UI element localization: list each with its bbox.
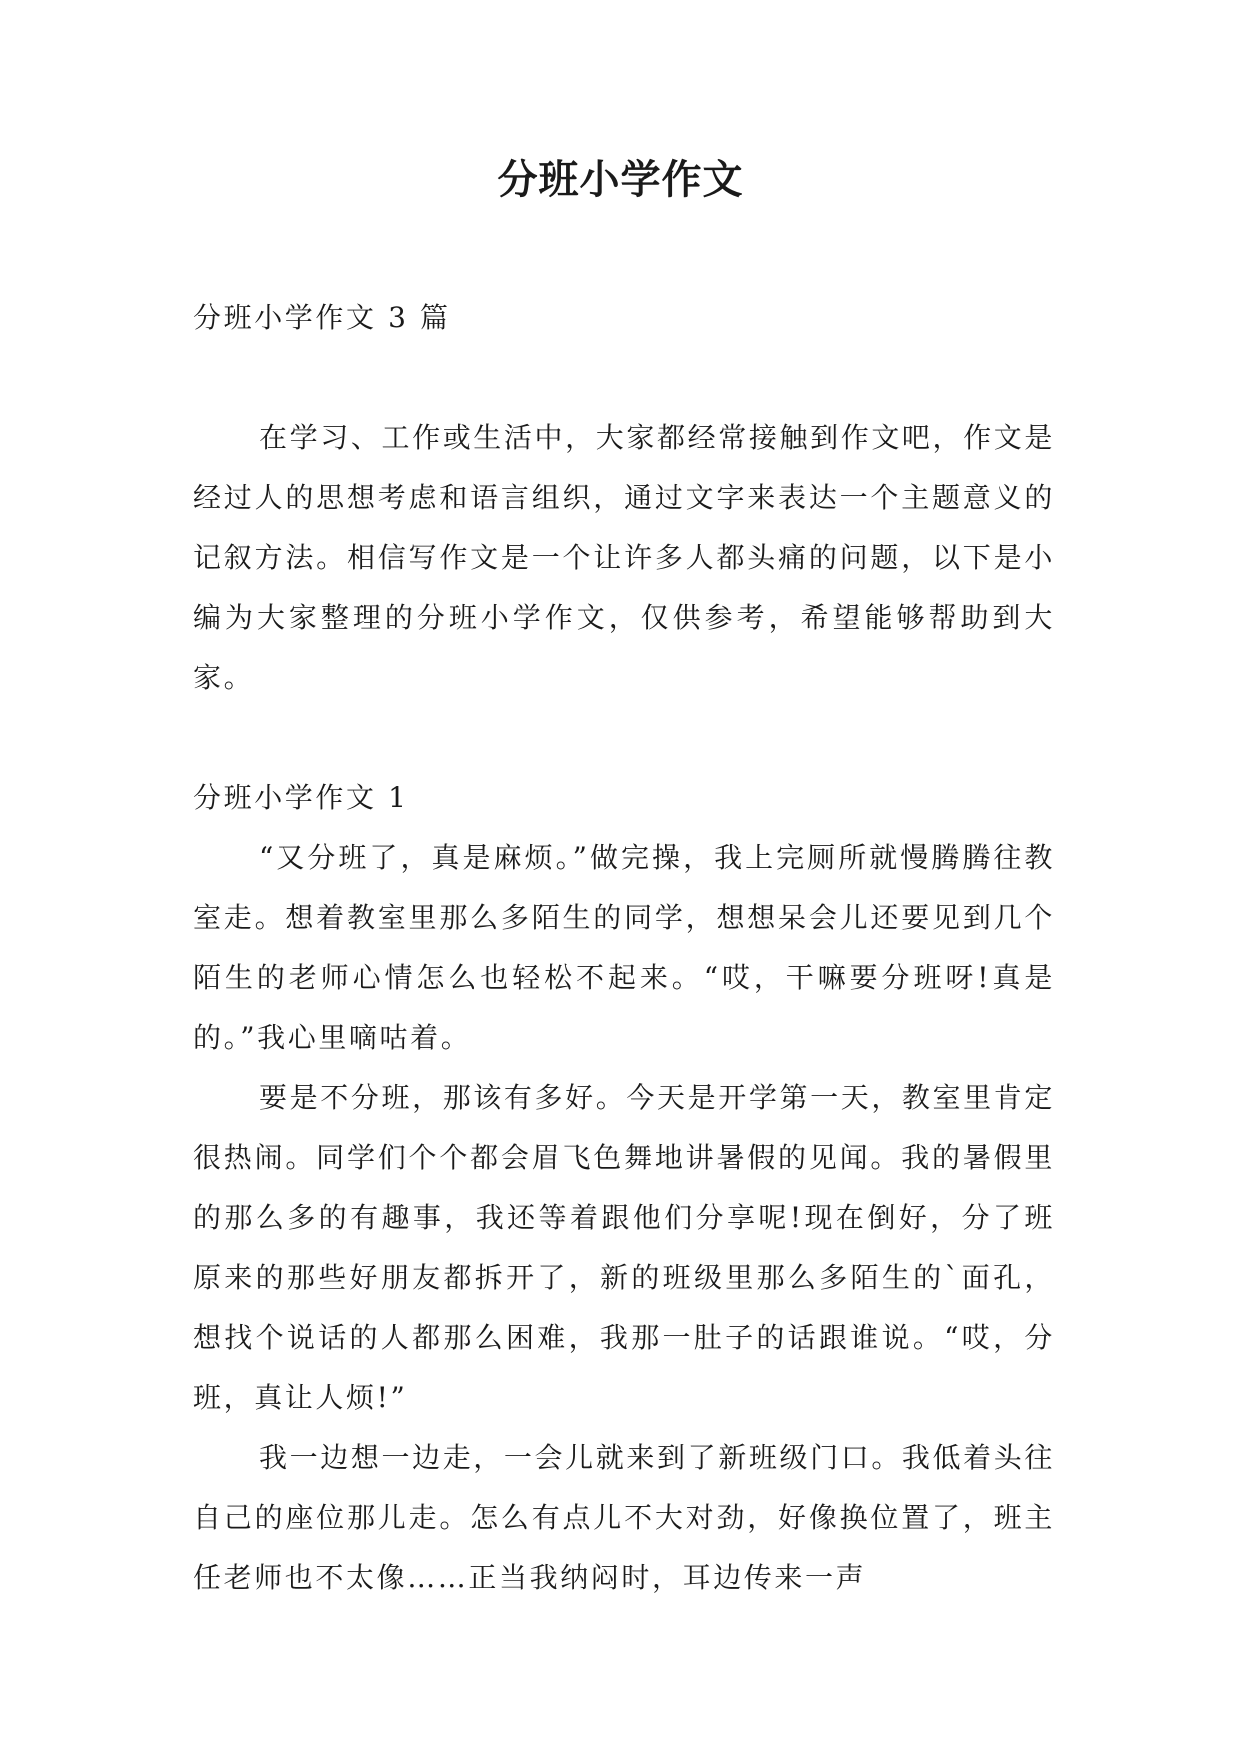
body-paragraph: “又分班了，真是麻烦。”做完操，我上完厕所就慢腾腾往教室走。想着教室里那么多陌生的同学，想想呆会儿还要见到几个陌生的老师心情怎么也轻松不起来。“哎，干嘛要分班呀!真是的。”我心里嘀咕着。 bbox=[193, 841, 1055, 1054]
document-subtitle: 分班小学作文 3 篇 bbox=[193, 301, 451, 334]
section-heading: 分班小学作文 1 bbox=[193, 781, 409, 814]
body-paragraph: 我一边想一边走，一会儿就来到了新班级门口。我低着头往自己的座位那儿走。怎么有点儿不大对劲，好像换位置了，班主任老师也不太像……正当我纳闷时，耳边传来一声 bbox=[193, 1441, 1055, 1594]
document-title: 分班小学作文 bbox=[497, 157, 744, 203]
document-body bbox=[193, 288, 1055, 1608]
intro-paragraph: 在学习、工作或生活中，大家都经常接触到作文吧，作文是经过人的思想考虑和语言组织，通过文字来表达一个主题意义的记叙方法。相信写作文是一个让许多人都头痛的问题，以下是小编为大家整理的分班小学作文，仅供参考，希望能够帮助到大家。 bbox=[193, 421, 1055, 694]
body-paragraph: 要是不分班，那该有多好。今天是开学第一天，教室里肯定很热闹。同学们个个都会眉飞色舞地讲暑假的见闻。我的暑假里的那么多的有趣事，我还等着跟他们分享呢!现在倒好，分了班原来的那些好朋友都拆开了，新的班级里那么多陌生的`面孔，想找个说话的人都那么困难，我那一肚子的话跟谁说。“哎，分班，真让人烦!” bbox=[193, 1081, 1055, 1414]
